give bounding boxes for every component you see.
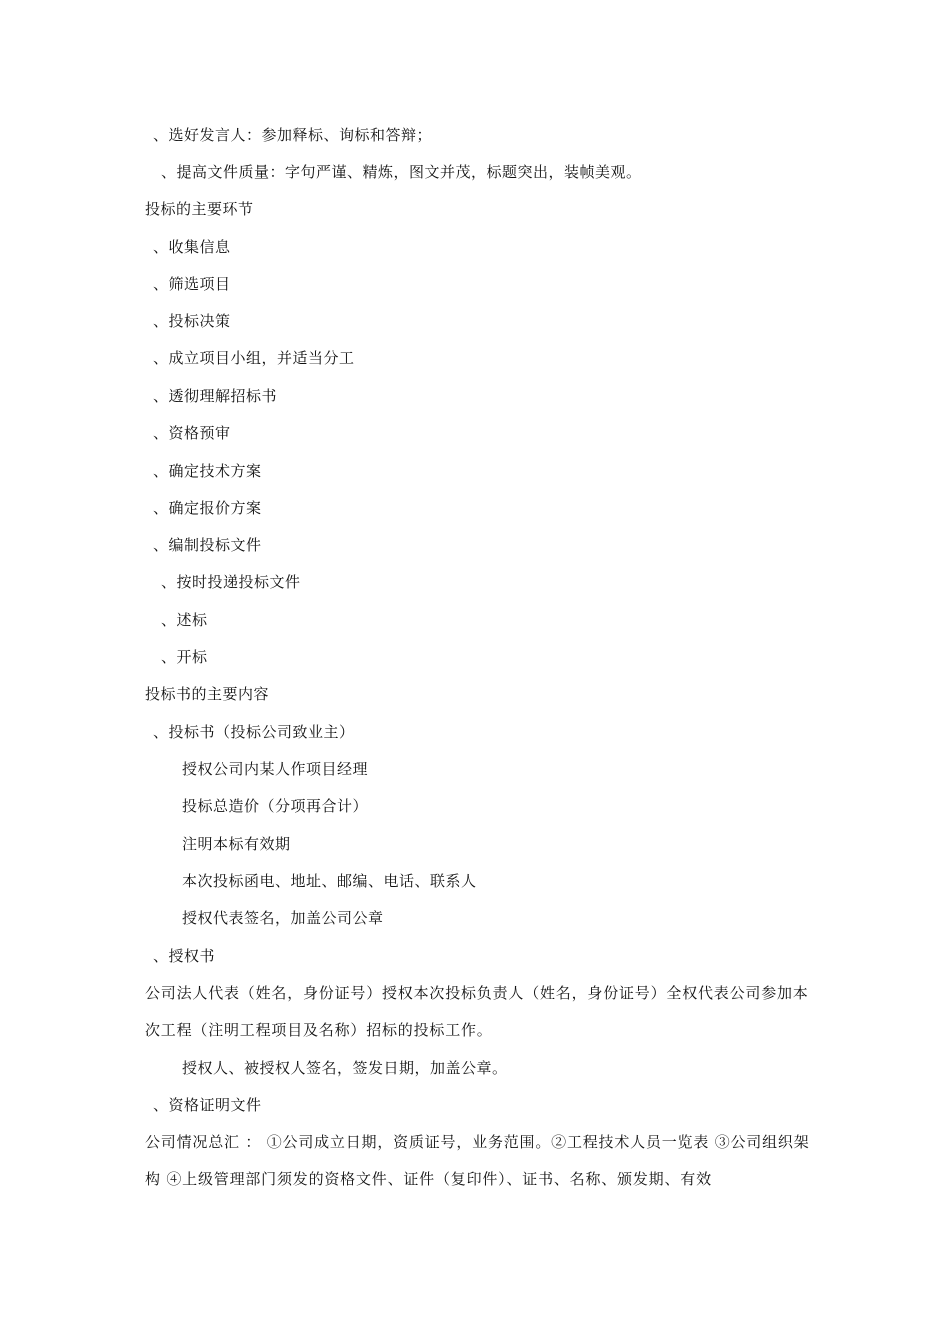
list-item: 、选好发言人：参加释标、询标和答辩； (153, 126, 433, 144)
paragraph: 公司法人代表（姓名，身份证号）授权本次投标负责人（姓名，身份证号）全权代表公司参加本次工程（注明工程项目及名称）招标的投标工作。 (145, 984, 809, 1039)
list-item: 、投标书（投标公司致业主） (153, 723, 355, 741)
list-item: 、收集信息 (153, 238, 231, 256)
list-item: 、确定报价方案 (153, 499, 262, 517)
list-item: 、筛选项目 (153, 275, 231, 293)
list-item: 、授权书 (153, 947, 216, 965)
list-item: 、成立项目小组，并适当分工 (153, 349, 355, 367)
sub-item: 授权代表签名，加盖公司公章 (182, 909, 384, 927)
section-heading: 投标书的主要内容 (145, 685, 270, 703)
sub-item: 本次投标函电、地址、邮编、电话、联系人 (182, 872, 477, 890)
list-item: 、确定技术方案 (153, 462, 262, 480)
list-item: 、按时投递投标文件 (161, 573, 301, 591)
sub-item: 授权公司内某人作项目经理 (182, 760, 369, 778)
list-item: 、编制投标文件 (153, 536, 262, 554)
sub-item: 投标总造价（分项再合计） (182, 797, 369, 815)
list-item: 、述标 (161, 611, 208, 629)
sub-item: 注明本标有效期 (182, 835, 291, 853)
list-item: 、资格预审 (153, 424, 231, 442)
list-item: 、投标决策 (153, 312, 231, 330)
section-heading: 投标的主要环节 (145, 200, 254, 218)
list-item: 、资格证明文件 (153, 1096, 262, 1114)
list-item: 、透彻理解招标书 (153, 387, 278, 405)
sub-item: 授权人、被授权人签名，签发日期，加盖公章。 (182, 1059, 508, 1077)
list-item: 、提高文件质量：字句严谨、精炼，图文并茂，标题突出，装帧美观。 (161, 163, 642, 181)
list-item: 、开标 (161, 648, 208, 666)
paragraph: 公司情况总汇 ： ①公司成立日期，资质证号，业务范围。②工程技术人员一览表 ③公司组织架构 ④上级管理部门须发的资格文件、证件（复印件）、证书、名称、颁发期、有效 (145, 1133, 810, 1188)
